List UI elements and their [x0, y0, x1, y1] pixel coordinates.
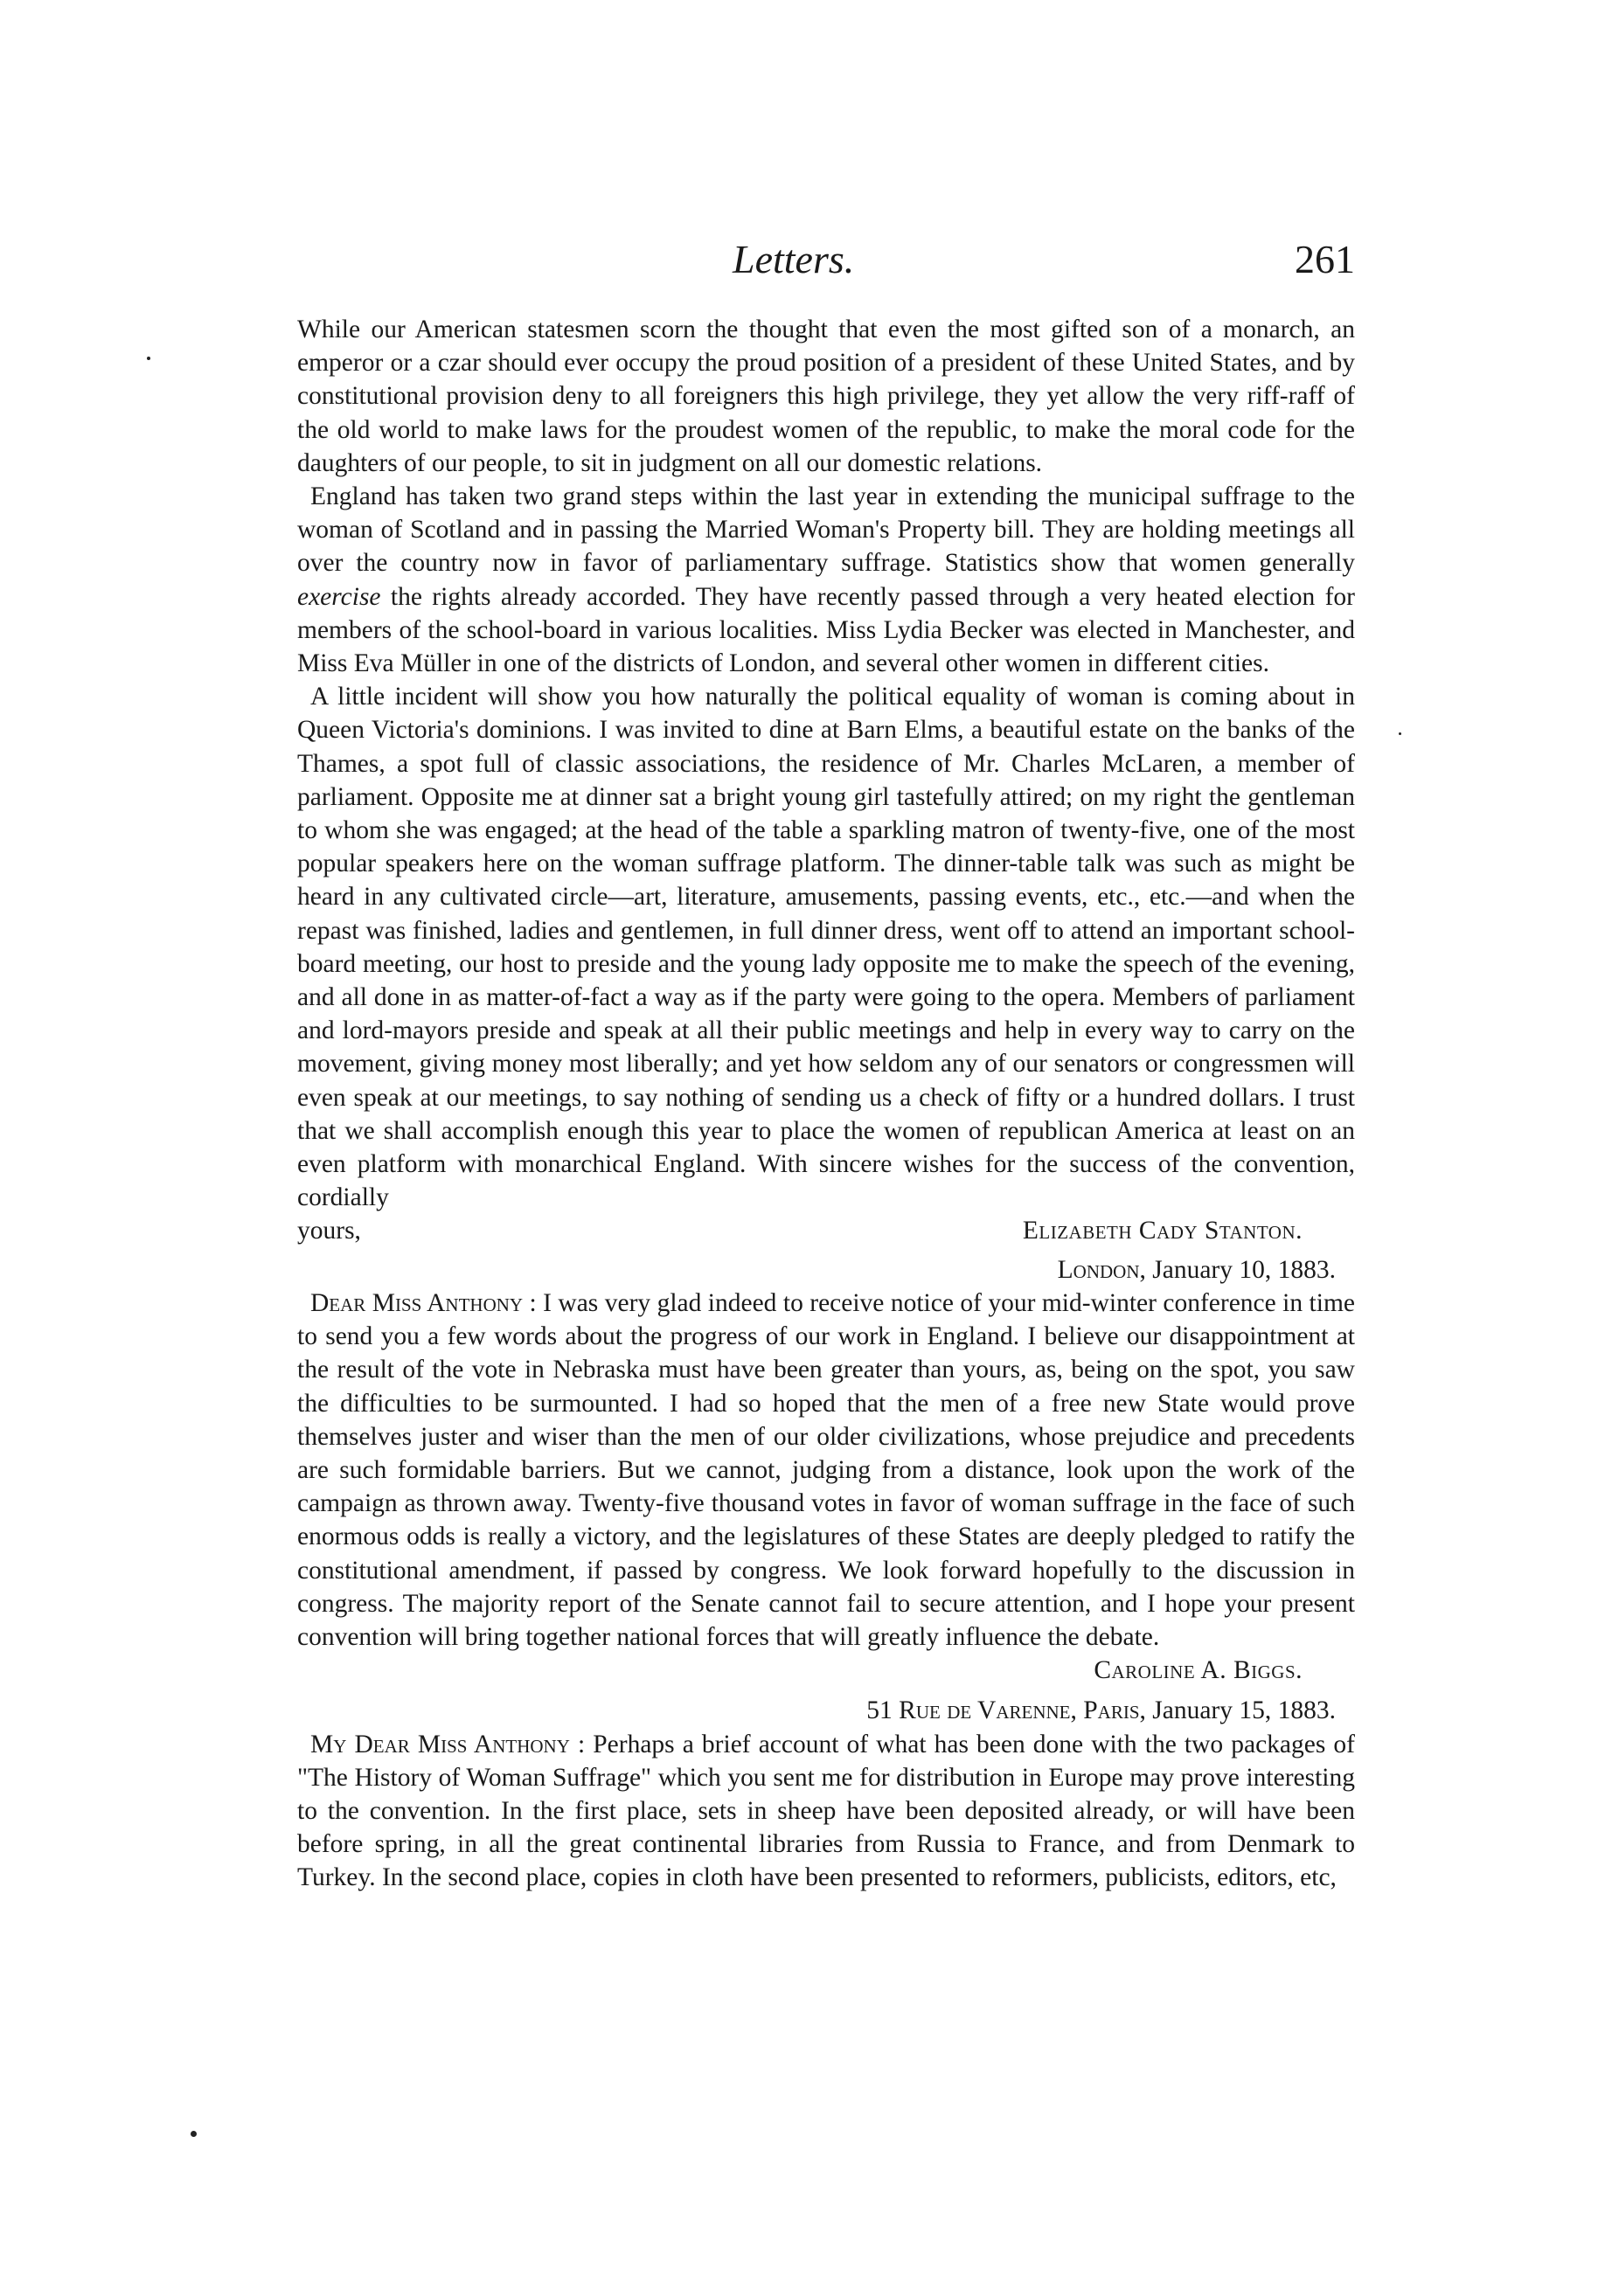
paragraph-3-text: A little incident will show you how naturally the political equality of woman is coming about in Queen Victoria's dominions. I was invited to dine at Barn Elms, a beautiful estate on the banks of the Thames, a spot full of classic associations, the residence of Mr. Charles McLaren, a member of parliament. Opposite me at dinner sat a bright young girl tastefully attired; on my right the gentleman to whom she was engaged; at the head of the table a sparkling matron of twenty-five, one of the most popular speakers here on the woman suffrage platform. The dinner-table talk was such as might be heard in any cultivated circle—art, literature, amusements, passing events, etc., etc.—and when the repast was finished, ladies and gentlemen, in full dinner dress, went off to attend an important school-board meeting, our host to preside and the young lady opposite me to make the speech of the evening, and all done in as matter-of-fact a way as if the party were going to the opera. Members of parliament and lord-mayors preside and speak at all their public meetings and help in every way to carry on the movement, giving money most liberally; and yet how seldom any of our senators or congressmen will even speak at our meetings, to say nothing of sending us a check of fifty or a hundred dollars. I trust that we shall accomplish enough this year to place the women of republican America at least on an even platform with monarchical England. With sincere wishes for the success of the convention, cordially	[297, 683, 1355, 1212]
salutation-paris: My Dear Miss Anthony :	[310, 1730, 586, 1758]
dateline-paris	[297, 1694, 1355, 1727]
closing-yours: yours,	[297, 1217, 361, 1245]
paragraph-2-text-a: England has taken two grand steps within the last year in extending the municipal suffrage to the woman of Scotland and in passing the Married Woman's Property bill. They are holding meetings all over the country now in favor of parliamentary suffrage. Statistics show that women generally	[297, 482, 1355, 578]
margin-speck-3	[191, 2131, 197, 2137]
salutation-biggs: Dear Miss Anthony :	[310, 1288, 537, 1317]
paragraph-3	[297, 680, 1355, 1214]
margin-speck-2	[1399, 732, 1401, 735]
letter-text	[297, 313, 1355, 1895]
closing-line-1	[297, 1214, 1355, 1247]
running-title: Letters.	[733, 237, 855, 281]
signature-stanton: Elizabeth Cady Stanton.	[1022, 1217, 1303, 1245]
paragraph-1: While our American statesmen scorn the thought that even the most gifted son of a monarch, an emperor or a czar should ever occupy the proud position of a president of these United States, and by constitutional provision deny to all foreigners this high privilege, they yet allow the very riff-raff of the old world to make laws for the proudest women of the republic, to make the moral code for the daughters of our people, to sit in judgment on all our domestic relations.	[297, 316, 1355, 477]
dateline-london	[297, 1253, 1355, 1287]
paragraph-2-text-b: the rights already accorded. They have recently passed through a very heated election for members of the school-board in various localities. Miss Lydia Becker was elected in Manchester, and Miss Eva Müller in one of the districts of London, and several other women in different cities.	[297, 582, 1355, 678]
dateline-london-date: January 10, 1883.	[1145, 1255, 1336, 1284]
emphasis-exercise: exercise	[297, 582, 381, 611]
page-header	[287, 234, 1355, 287]
dateline-london-place: London,	[1057, 1255, 1146, 1284]
paragraph-4-text: I was very glad indeed to receive notice of your mid-winter conference in time to send you a few words about the progress of our work in England. I believe our disappointment at the result of the vote in Nebraska must have been greater than yours, as, being on the spot, you saw the difficulties to be surmounted. I had so hoped that the men of a free new State would prove themselves juster and wiser than the men of our older civilizations, whose prejudice and precedents are such formidable barriers. But we cannot, judging from a distance, look upon the work of the campaign as thrown away. Twenty-five thousand votes in favor of woman suffrage in the face of such enormous odds is really a victory, and the legislatures of these States are deeply pledged to ratify the constitutional amendment, if passed by congress. We look forward hopefully to the discussion in congress. The majority report of the Senate cannot fail to secure attention, and I hope your present convention will bring together national forces that will greatly influence the debate.	[297, 1288, 1355, 1651]
margin-speck-1	[147, 357, 150, 360]
paragraph-2	[297, 480, 1355, 680]
signature-biggs: Caroline A. Biggs.	[1094, 1656, 1303, 1685]
dateline-paris-place: 51 Rue de Varenne, Paris,	[866, 1696, 1146, 1725]
paragraph-5	[297, 1728, 1355, 1895]
dateline-paris-date: January 15, 1883.	[1145, 1696, 1336, 1725]
paragraph-5-text: Perhaps a brief account of what has been done with the two packages of "The History of Woman Suffrage" which you sent me for distribution in Europe may prove interesting to the convention. In the first place, sets in sheep have been deposited already, or will have been before spring, in all the great continental libraries from Russia to France, and from Denmark to Turkey. In the second place, copies in cloth have been presented to reformers, publicists, editors, etc,	[297, 1730, 1356, 1892]
paragraph-4	[297, 1287, 1355, 1654]
page-number: 261	[1295, 237, 1355, 281]
